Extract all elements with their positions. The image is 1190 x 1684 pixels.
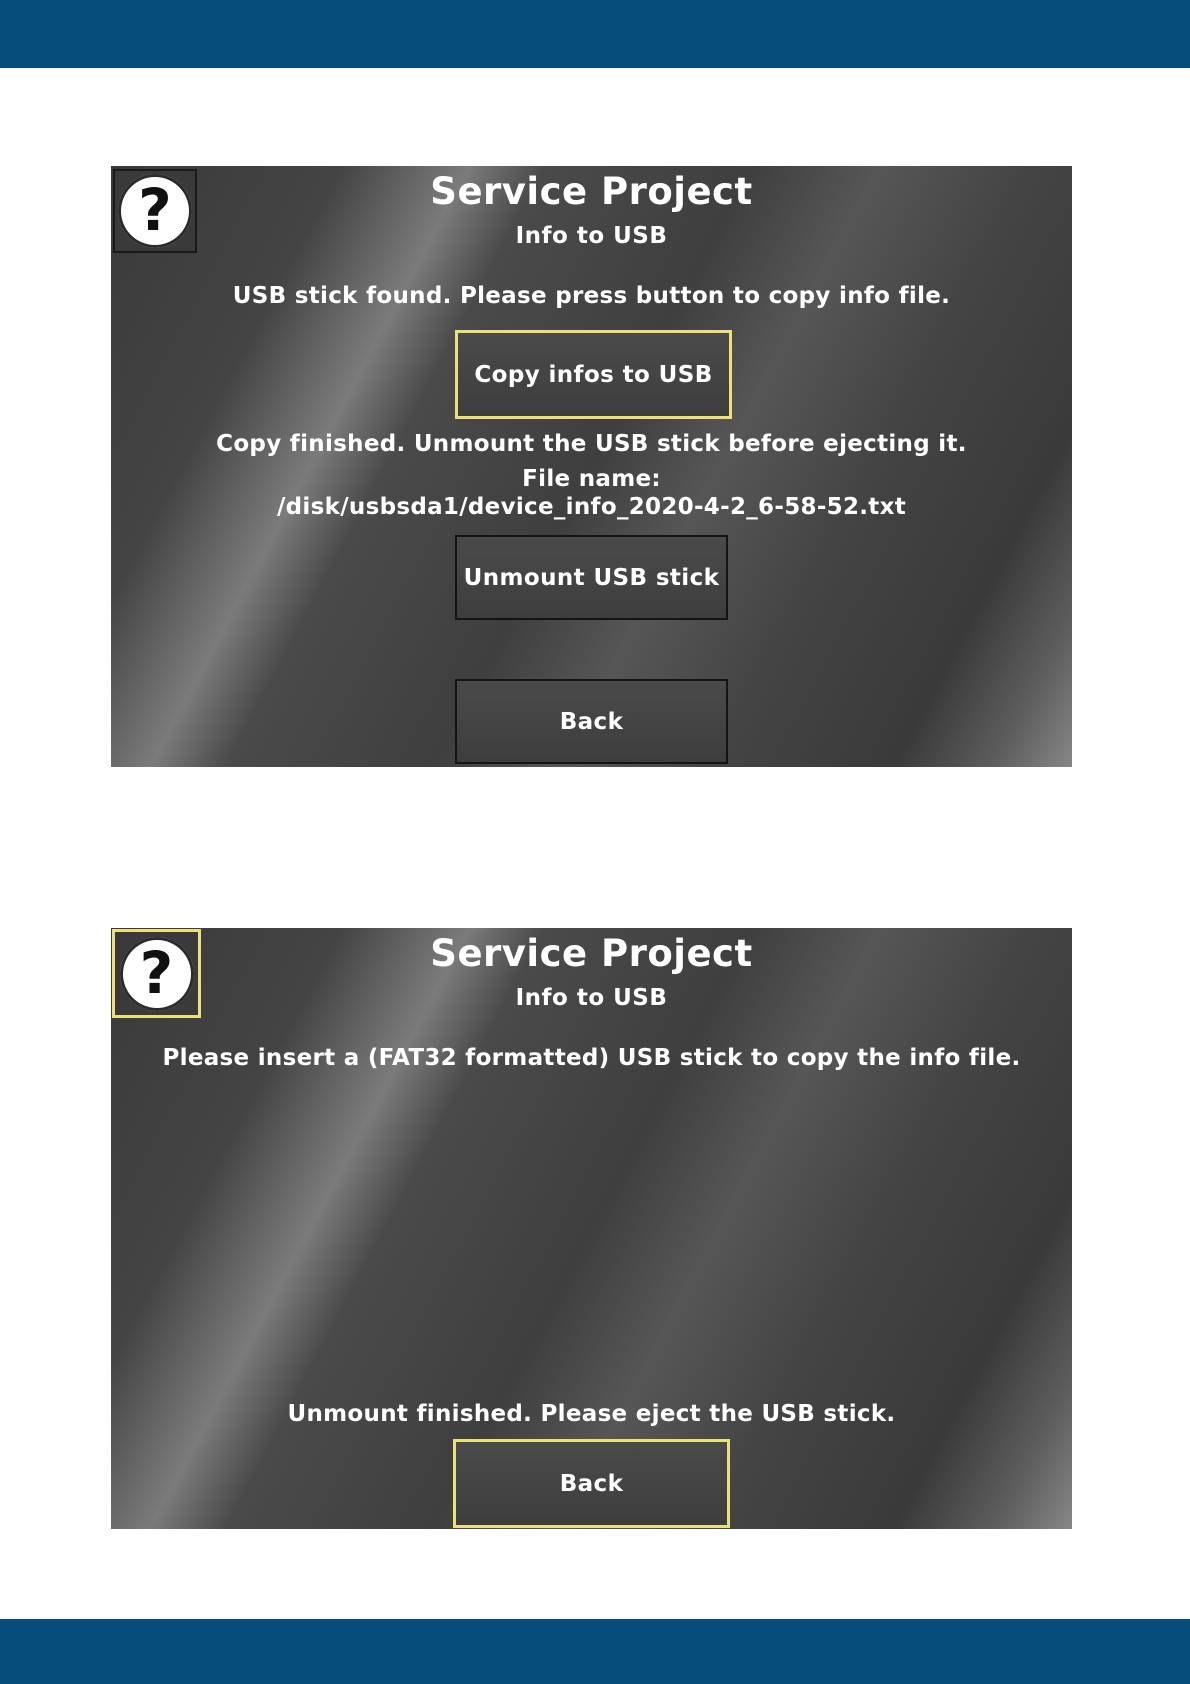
page-subtitle: Info to USB — [515, 223, 668, 249]
status-message-copy-finished: Copy finished. Unmount the USB stick before ejecting it. — [216, 431, 967, 457]
footer-band — [0, 1619, 1190, 1684]
file-name-label: File name: — [522, 466, 661, 492]
question-mark-icon: ? — [120, 937, 194, 1011]
back-button[interactable]: Back — [453, 1439, 730, 1528]
screen-usb-found — [111, 166, 1072, 767]
header-band — [0, 0, 1190, 68]
file-path: /disk/usbsda1/device_info_2020-4-2_6-58-52.txt — [276, 494, 907, 520]
unmount-usb-button[interactable]: Unmount USB stick — [455, 535, 728, 620]
back-button[interactable]: Back — [455, 679, 728, 764]
question-mark-icon: ? — [118, 174, 192, 248]
screen-insert-usb — [111, 928, 1072, 1529]
status-message-unmount-finished: Unmount finished. Please eject the USB stick. — [287, 1401, 896, 1427]
status-message-usb-found: USB stick found. Please press button to copy info file. — [232, 283, 951, 309]
page-subtitle: Info to USB — [515, 985, 668, 1011]
status-message-insert-usb: Please insert a (FAT32 formatted) USB stick to copy the info file. — [162, 1045, 1021, 1071]
page-title: Service Project — [430, 932, 753, 975]
copy-infos-button[interactable]: Copy infos to USB — [455, 330, 732, 419]
page-title: Service Project — [430, 170, 753, 213]
